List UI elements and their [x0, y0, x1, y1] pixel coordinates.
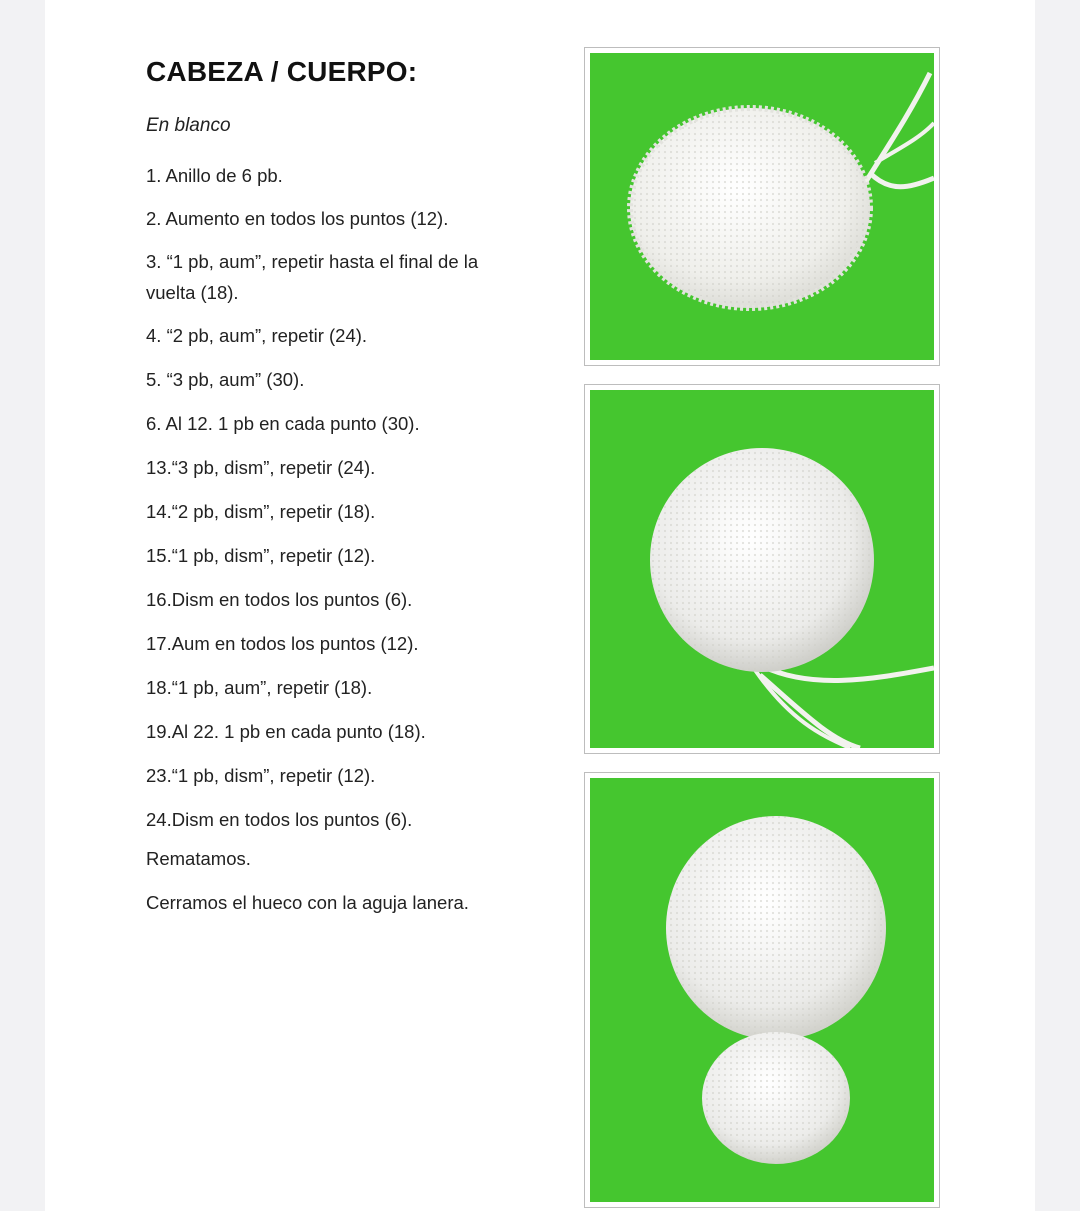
step-17: 17.Aum en todos los puntos (12). [146, 633, 419, 654]
step-24: 24.Dism en todos los puntos (6). [146, 809, 413, 830]
crochet-ball-photo [590, 390, 934, 748]
photo-frame-3 [584, 772, 940, 1208]
step-15: 15.“1 pb, dism”, repetir (12). [146, 545, 376, 566]
crochet-head-body-photo [590, 778, 934, 1202]
step-19: 19.Al 22. 1 pb en cada punto (18). [146, 721, 426, 742]
step-5: 5. “3 pb, aum” (30). [146, 369, 305, 390]
crochet-circle-photo [590, 53, 934, 360]
step-18: 18.“1 pb, aum”, repetir (18). [146, 677, 373, 698]
closing-note-1: Rematamos. [146, 848, 251, 869]
step-13: 13.“3 pb, dism”, repetir (24). [146, 457, 376, 478]
closing-note-2: Cerramos el hueco con la aguja lanera. [146, 892, 469, 913]
step-6: 6. Al 12. 1 pb en cada punto (30). [146, 413, 420, 434]
document-page [45, 0, 1035, 1211]
section-title: CABEZA / CUERPO: [146, 56, 418, 87]
step-4: 4. “2 pb, aum”, repetir (24). [146, 325, 368, 346]
pattern-steps [146, 160, 526, 835]
photo-frame-1 [584, 47, 940, 366]
step-2: 2. Aumento en todos los puntos (12). [146, 208, 449, 229]
step-16: 16.Dism en todos los puntos (6). [146, 589, 413, 610]
step-3: 3. “1 pb, aum”, repetir hasta el final de la vuelta (18). [146, 251, 479, 303]
step-1: 1. Anillo de 6 pb. [146, 165, 283, 186]
step-23: 23.“1 pb, dism”, repetir (12). [146, 765, 376, 786]
step-14: 14.“2 pb, dism”, repetir (18). [146, 501, 376, 522]
photo-frame-2 [584, 384, 940, 754]
yarn-color-note: En blanco [146, 115, 231, 136]
